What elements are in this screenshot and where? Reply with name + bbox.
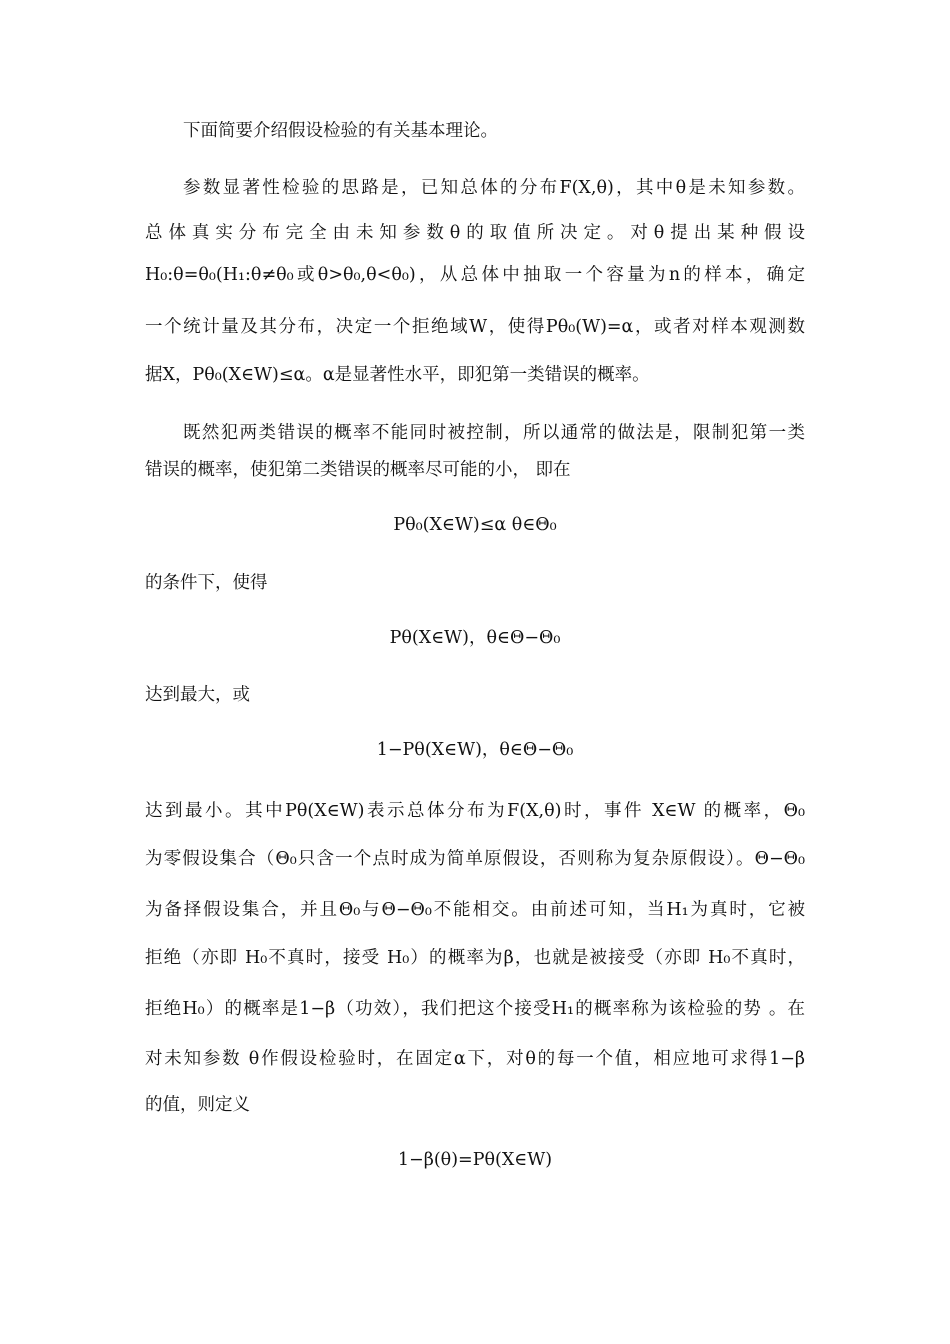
formula-complement: 1−Pθ(X∈W)，θ∈Θ−Θ₀ [376, 740, 574, 760]
paragraph-text-line: 总体真实分布完全由未知参数θ的取值所决定。对θ提出某种假设 [145, 223, 805, 243]
paragraph-text-line: 对未知参数 θ作假设检验时，在固定α下，对θ的每一个值，相应地可求得1−β [145, 1049, 805, 1069]
paragraph-text-line: 为零假设集合（Θ₀只含一个点时成为简单原假设，否则称为复杂原假设）。Θ−Θ₀ [145, 849, 805, 869]
paragraph-text-line: 的值，则定义 [145, 1095, 250, 1115]
formula-condition: Pθ₀(X∈W)≤α θ∈Θ₀ [393, 515, 557, 535]
paragraph-text-line: 参数显著性检验的思路是，已知总体的分布F(X,θ)，其中θ是未知参数。 [183, 178, 805, 198]
paragraph-text-line: 拒绝H₀）的概率是1−β（功效），我们把这个接受H₁的概率称为该检验的势 。在 [145, 999, 805, 1019]
paragraph-text-line: 一个统计量及其分布，决定一个拒绝域W，使得Pθ₀(W)=α，或者对样本观测数 [145, 317, 805, 337]
formula-power: Pθ(X∈W)，θ∈Θ−Θ₀ [389, 628, 561, 648]
paragraph-text-line: 为备择假设集合，并且Θ₀与Θ−Θ₀不能相交。由前述可知，当H₁为真时，它被 [145, 900, 805, 920]
paragraph-text-line: 拒绝（亦即 H₀不真时，接受 H₀）的概率为β，也就是被接受（亦即 H₀不真时， [145, 948, 805, 968]
paragraph-text-line: H₀:θ=θ₀(H₁:θ≠θ₀或θ>θ₀,θ<θ₀)，从总体中抽取一个容量为n的样本，确定 [145, 265, 805, 285]
paragraph-text-line: 达到最大，或 [145, 685, 250, 705]
paragraph-text-line: 错误的概率，使犯第二类错误的概率尽可能的小， 即在 [145, 460, 571, 480]
paragraph-intro: 下面简要介绍假设检验的有关基本理论。 [183, 121, 498, 141]
paragraph-text-line: 达到最小。其中Pθ(X∈W)表示总体分布为F(X,θ)时，事件 X∈W 的概率，Θ₀ [145, 801, 805, 821]
formula-power-function: 1−β(θ)=Pθ(X∈W) [397, 1150, 553, 1170]
paragraph-text-line: 据X，Pθ₀(X∈W)≤α。α是显著性水平，即犯第一类错误的概率。 [145, 365, 650, 385]
paragraph-text-line: 既然犯两类错误的概率不能同时被控制，所以通常的做法是，限制犯第一类 [183, 423, 805, 443]
paragraph-text-line: 的条件下，使得 [145, 573, 268, 593]
